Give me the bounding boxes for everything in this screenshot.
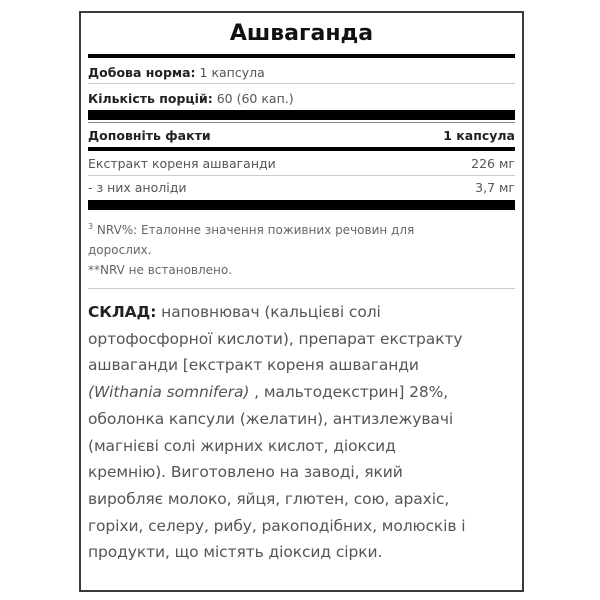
serving-value: 1 капсула [199, 65, 265, 80]
product-title: Ашваганда [229, 21, 374, 46]
divider-heavy [88, 110, 515, 120]
composition-text: (магнієві солі жирних кислот, діоксид [88, 436, 396, 455]
composition-text: виробляє молоко, яйця, глютен, сою, арахіс, [88, 489, 450, 508]
footnote-nrv-cont: дорослих. [88, 243, 152, 257]
facts-header-per: 1 капсула [443, 128, 515, 143]
facts-header-row [88, 128, 515, 143]
serving-size-row [88, 65, 515, 80]
servings-count-label: Кількість порцій: [88, 91, 213, 106]
footnote-nrv-not-set: **NRV не встановлено. [88, 263, 233, 277]
facts-header-label: Доповніть факти [88, 128, 211, 143]
ingredient-name: - з них аноліди [88, 180, 187, 195]
composition-text: ашваганди [екстракт кореня ашваганди [88, 356, 419, 375]
footnote-nrv: NRV%: Еталонне значення поживних речовин для [93, 223, 415, 237]
ingredient-name: Екстракт кореня ашваганди [88, 156, 276, 171]
composition-text: кремнію). Виготовлено на заводі, який [88, 463, 403, 482]
composition [88, 299, 515, 566]
composition-text: продукти, що містять діоксид сірки. [88, 543, 383, 562]
composition-text: наповнювач (кальцієві солі [156, 303, 381, 321]
divider-thick [88, 147, 515, 151]
composition-text: оболонка капсули (желатин), антизлежувачі [88, 409, 454, 428]
composition-label: СКЛАД: [88, 303, 157, 321]
latin-name: (Withania somnifera) [88, 383, 250, 402]
footnotes [88, 217, 515, 280]
divider-thick [88, 54, 515, 58]
divider-thin [88, 83, 515, 84]
facts-row [88, 180, 515, 195]
servings-count-value: 60 (60 кап.) [216, 91, 294, 106]
footnote-marker: 3 [88, 222, 94, 231]
composition-text: ортофосфорної кислоти), препарат екстракту [88, 329, 463, 348]
divider-heavy [88, 200, 515, 210]
supplement-facts-label [79, 11, 524, 592]
serving-label: Добова норма: [88, 65, 196, 80]
divider-thin [88, 288, 515, 289]
servings-count-row [88, 91, 515, 106]
facts-row [88, 156, 515, 171]
ingredient-amount: 226 мг [471, 156, 515, 171]
composition-text: , мальтодекстрин] 28%, [249, 383, 449, 402]
divider-thin [88, 122, 515, 123]
composition-text: горіхи, селеру, рибу, ракоподібних, молюсків і [88, 516, 466, 535]
ingredient-amount: 3,7 мг [475, 180, 515, 195]
divider-thin [88, 175, 515, 176]
